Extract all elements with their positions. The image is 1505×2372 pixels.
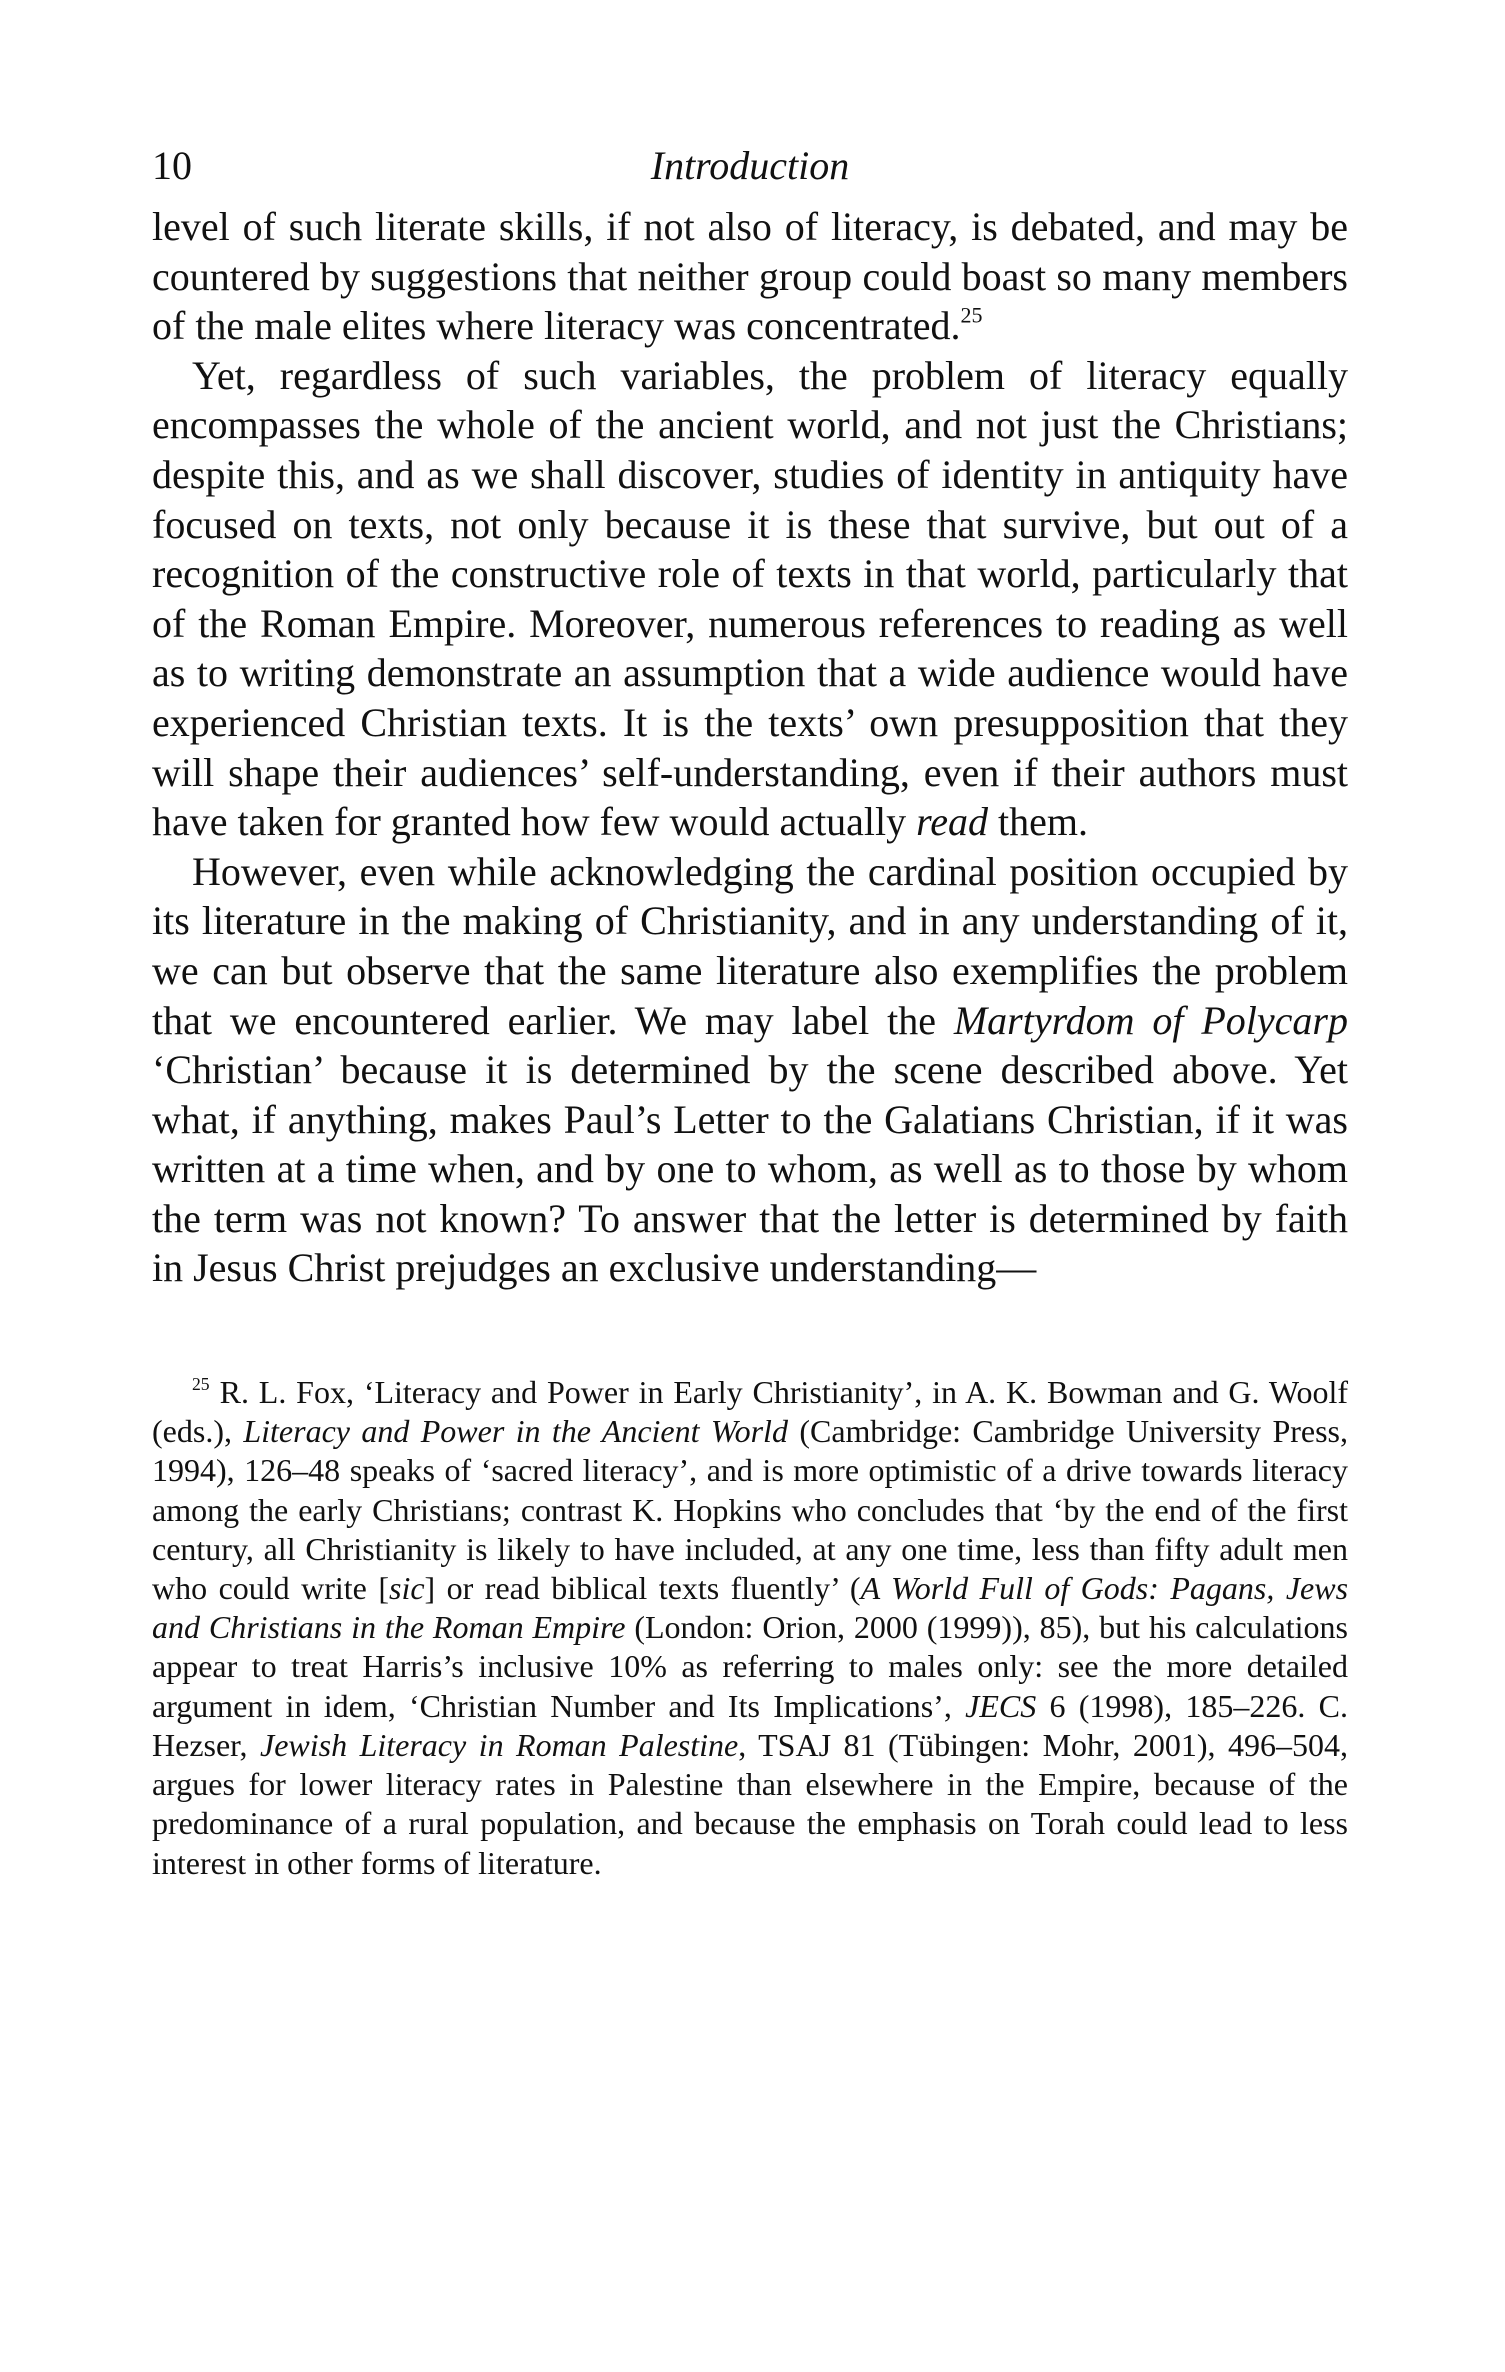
footnote-text-5: 6 (1998), 185–226. C. Hezser, <box>152 1687 1349 1763</box>
paragraph-2-text-a: Yet, regardless of such variables, the problem of literacy equally encompasses the whole of the ancient world, and not just the Christians; despite this, and as we shall discover, studies of identity in antiquity have focused on texts, not only because it is these that survive, but out of a recognition of the constructive role of texts in that world, particularly that of the Roman Empire. Moreover, numerous references to reading as well as to writing demonstrate an assumption that a wide audience would have experienced Christian texts. It is the texts’ own presupposition that they will shape their audiences’ self-understanding, even if their authors must have taken for granted how few would actually <box>152 352 1348 845</box>
footnote-title-1: Literacy and Power in the Ancient World <box>243 1413 788 1450</box>
footnote-text-3: ] or read biblical texts fluently’ ( <box>424 1570 861 1607</box>
body-text <box>152 202 1348 1293</box>
footnote-text-4: (London: Orion, 2000 (1999)), 85), but his calculations appear to treat Harris’s inclusive 10% as referring to males only: see the more detailed argument in idem, ‘Christian Number and Its Implications’, <box>152 1609 1349 1724</box>
footnote-number: 25 <box>192 1373 210 1394</box>
footnote-text-1: R. L. Fox, ‘Literacy and Power in Early Christianity’, in A. K. Bowman and G. Woolf (eds.), <box>152 1374 1348 1450</box>
footnote-25 <box>152 1373 1348 1883</box>
footnote-journal: JECS <box>965 1687 1037 1724</box>
paragraph-3-text-b: ‘Christian’ because it is determined by the scene described above. Yet what, if anything, makes Paul’s Letter to the Galatians Christian, if it was written at a time when, and by one to whom, as well as to those by whom the term was not known? To answer that the letter is determined by faith in Jesus Christ prejudges an exclusive understanding— <box>152 1047 1348 1291</box>
page-header <box>152 140 1348 192</box>
footnote-reference[interactable]: 25 <box>960 302 983 328</box>
paragraph-1-text: level of such literate skills, if not also of literacy, is debated, and may be countered by suggestions that neither group could boast so many members of the male elites where literacy was concentrated. <box>152 204 1348 349</box>
emphasis-read: read <box>916 799 989 845</box>
work-title-martyrdom: Martyrdom of Polycarp <box>953 997 1348 1043</box>
footnote-title-2: A World Full of Gods: Pagans, Jews and Christians in the Roman Empire <box>152 1570 1349 1646</box>
paragraph-1 <box>152 202 1348 351</box>
footnote-text-6: , TSAJ 81 (Tübingen: Mohr, 2001), 496–504, argues for lower literacy rates in Palestine than elsewhere in the Empire, because of the predominance of a rural population, and because the emphasis on Torah could lead to less interest in other forms of literature. <box>152 1726 1349 1881</box>
book-page <box>152 140 1348 1883</box>
footnote-sic: sic <box>389 1570 425 1607</box>
footnote-title-3: Jewish Literacy in Roman Palestine <box>260 1726 739 1763</box>
running-head: Introduction <box>650 143 850 188</box>
paragraph-2-text-b: them. <box>988 799 1088 845</box>
footnote-text-2: (Cambridge: Cambridge University Press, 1994), 126–48 speaks of ‘sacred literacy’, and is more optimistic of a drive towards literacy among the early Christians; contrast K. Hopkins who concludes that ‘by the end of the first century, all Christianity is likely to have included, at any one time, less than fifty adult men who could write [ <box>152 1413 1349 1607</box>
page-number: 10 <box>152 143 192 188</box>
footnotes <box>152 1373 1348 1883</box>
paragraph-3 <box>152 847 1348 1293</box>
paragraph-2 <box>152 351 1348 847</box>
paragraph-3-text-a: However, even while acknowledging the cardinal position occupied by its literature in the making of Christianity, and in any understanding of it, we can but observe that the same literature also exemplifies the problem that we encountered earlier. We may label the <box>152 848 1348 1043</box>
